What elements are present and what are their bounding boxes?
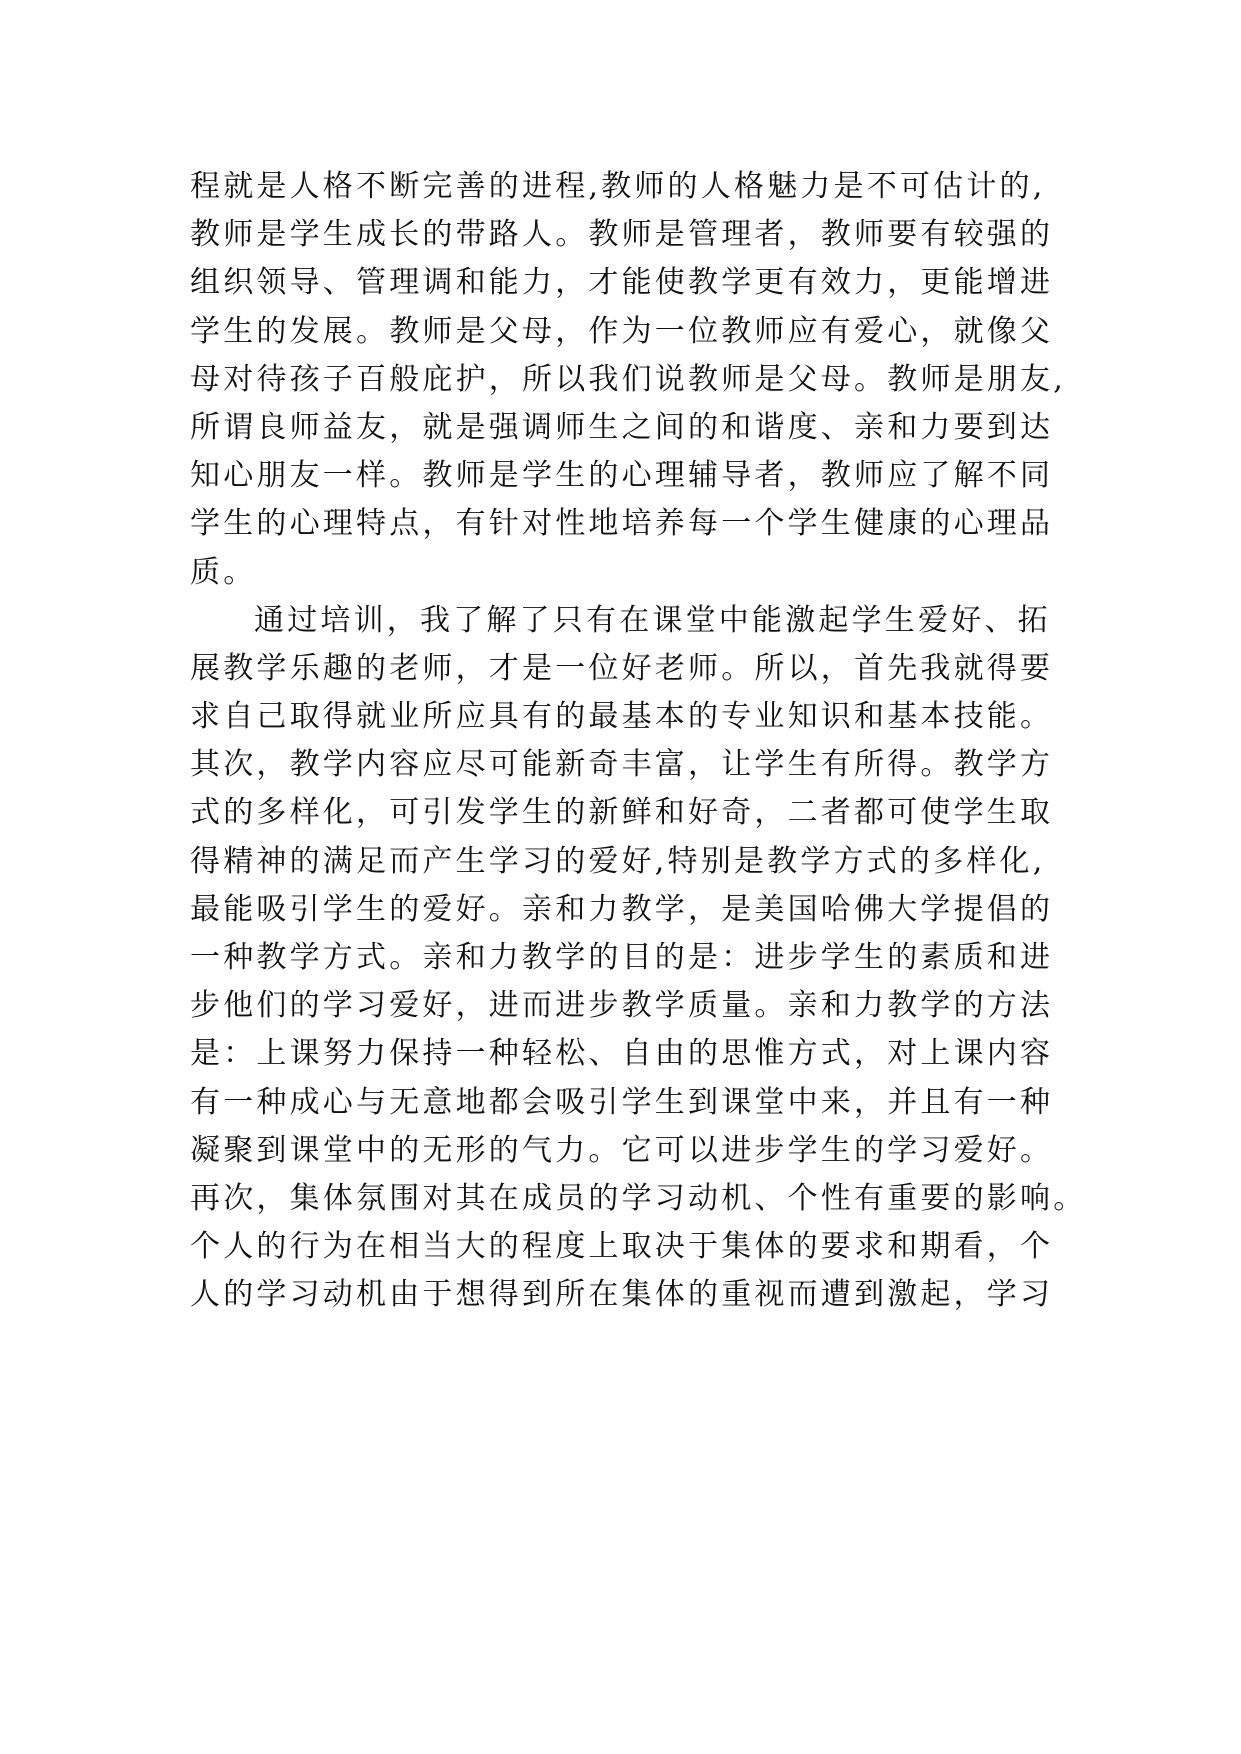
text-line: 教师是学生成长的带路人。教师是管理者，教师要有较强的 (190, 217, 1054, 253)
text-line: 展教学乐趣的老师，才是一位好老师。所以，首先我就得要 (190, 650, 1054, 686)
text-line: 学生的发展。教师是父母，作为一位教师应有爱心，就像父 (190, 313, 1054, 349)
text-line: 最能吸引学生的爱好。亲和力教学，是美国哈佛大学提倡的 (190, 891, 1054, 927)
text-line: 求自己取得就业所应具有的最基本的专业知识和基本技能。 (190, 699, 1054, 735)
text-line: 其次，教学内容应尽可能新奇丰富，让学生有所得。教学方 (190, 747, 1054, 783)
text-line: 凝聚到课堂中的无形的气力。它可以进步学生的学习爱好。 (190, 1132, 1054, 1168)
text-line: 学生的心理特点，有针对性地培养每一个学生健康的心理品 (190, 506, 1054, 542)
text-line: 步他们的学习爱好，进而进步教学质量。亲和力教学的方法 (190, 988, 1054, 1024)
text-line: 所谓良师益友，就是强调师生之间的和谐度、亲和力要到达 (190, 409, 1054, 445)
text-line: 组织领导、管理调和能力，才能使教学更有效力，更能增进 (190, 265, 1054, 301)
text-line: 式的多样化，可引发学生的新鲜和好奇，二者都可使学生取 (190, 795, 1054, 831)
text-line: 质。 (190, 554, 257, 590)
text-line: 一种教学方式。亲和力教学的目的是：进步学生的素质和进 (190, 940, 1054, 975)
text-line: 母对待孩子百般庇护，所以我们说教师是父母。教师是朋友, (190, 361, 1066, 397)
text-line: 程就是人格不断完善的进程,教师的人格魅力是不可估计的, (190, 169, 1046, 204)
paragraph-first-line: 通过培训，我了解了只有在课堂中能激起学生爱好、拓 (254, 602, 1051, 638)
text-line: 是：上课努力保持一种轻松、自由的思惟方式，对上课内容 (190, 1036, 1054, 1072)
text-line: 个人的行为在相当大的程度上取决于集体的要求和期看，个 (190, 1229, 1054, 1265)
text-line: 有一种成心与无意地都会吸引学生到课堂中来，并且有一种 (190, 1084, 1054, 1120)
body-text (190, 163, 1090, 1320)
text-line: 人的学习动机由于想得到所在集体的重视而遭到激起，学习 (190, 1277, 1054, 1313)
text-line: 得精神的满足而产生学习的爱好,特别是教学方式的多样化, (190, 843, 1046, 879)
text-line: 再次，集体氛围对其在成员的学习动机、个性有重要的影响。 (190, 1180, 1087, 1216)
text-line: 知心朋友一样。教师是学生的心理辅导者，教师应了解不同 (190, 458, 1054, 494)
